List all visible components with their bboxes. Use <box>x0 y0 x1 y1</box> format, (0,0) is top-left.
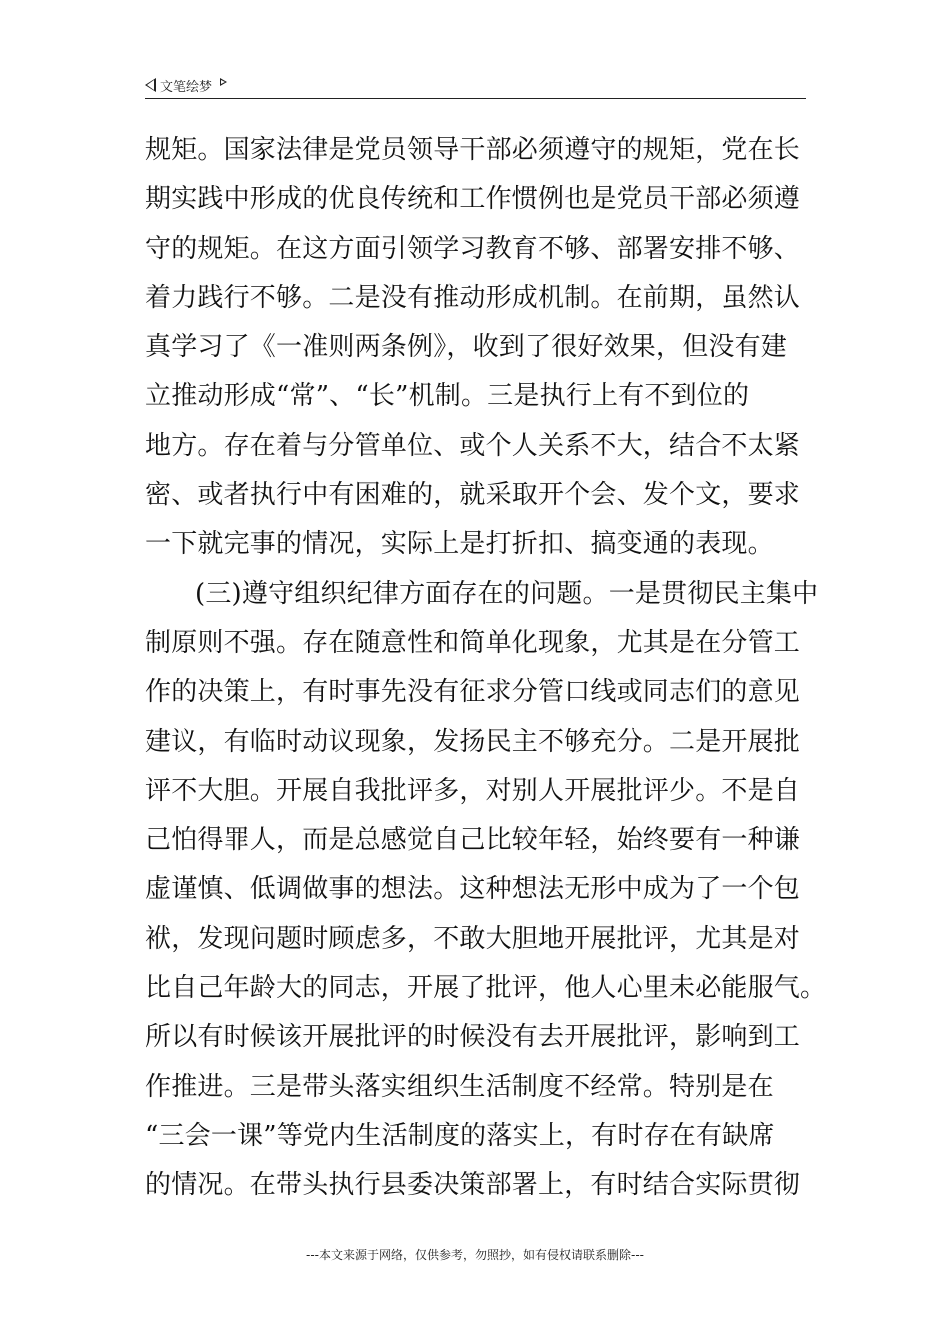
body-line: 密、或者执行中有困难的，就采取开个会、发个文，要求 <box>145 480 801 511</box>
body-line: 袱，发现问题时顾虑多，不敢大胆地开展批评，尤其是对 <box>145 923 801 954</box>
body-line: 作的决策上，有时事先没有征求分管口线或同志们的意见 <box>145 677 801 708</box>
body-line: “三会一课”等党内生活制度的落实上，有时存在有缺席 <box>145 1120 775 1151</box>
body-line: 一下就完事的情况，实际上是打折扣、搞变通的表现。 <box>145 529 774 560</box>
body-line: 所以有时候该开展批评的时候没有去开展批评，影响到工 <box>145 1022 801 1053</box>
body-line: 比自己年龄大的同志，开展了批评，他人心里未必能服气。 <box>145 973 827 1004</box>
body-line: 规矩。国家法律是党员领导干部必须遵守的规矩，党在长 <box>145 135 801 165</box>
body-line: 的情况。在带头执行县委决策部署上，有时结合实际贯彻 <box>145 1170 801 1201</box>
header-row <box>145 74 806 96</box>
body-line: 地方。存在着与分管单位、或个人关系不大，结合不太紧 <box>145 430 801 461</box>
triangle-left-icon <box>145 78 156 92</box>
body-line: 作推进。三是带头落实组织生活制度不经常。特别是在 <box>145 1071 774 1102</box>
triangle-right-icon <box>220 78 227 86</box>
body-line: 评不大胆。开展自我批评多，对别人开展批评少。不是自 <box>145 775 801 806</box>
body-line: 己怕得罪人，而是总感觉自己比较年轻，始终要有一种谦 <box>145 825 801 856</box>
section-heading-line: (三)遵守组织纪律方面存在的问题。一是贯彻民主集中 <box>195 578 819 609</box>
body-line: 建议，有临时动议现象，发扬民主不够充分。二是开展批 <box>145 726 801 757</box>
document-body <box>145 126 827 1211</box>
body-line: 虚谨慎、低调做事的想法。这种想法无形中成为了一个包 <box>145 874 801 905</box>
page-header <box>145 74 806 99</box>
body-line: 期实践中形成的优良传统和工作惯例也是党员干部必须遵 <box>145 184 801 215</box>
header-title: 文笔绘梦 <box>160 79 213 95</box>
body-line: 着力践行不够。二是没有推动形成机制。在前期，虽然认 <box>145 282 801 313</box>
body-line: 立推动形成“常”、“长”机制。三是执行上有不到位的 <box>145 381 750 412</box>
footer-disclaimer: ---本文来源于网络，仅供参考，勿照抄，如有侵权请联系删除--- <box>306 1248 644 1262</box>
body-line: 制原则不强。存在随意性和简单化现象，尤其是在分管工 <box>145 627 801 658</box>
body-line: 真学习了《一准则两条例》，收到了很好效果，但没有建 <box>145 332 788 363</box>
body-line: 守的规矩。在这方面引领学习教育不够、部署安排不够、 <box>145 233 801 264</box>
